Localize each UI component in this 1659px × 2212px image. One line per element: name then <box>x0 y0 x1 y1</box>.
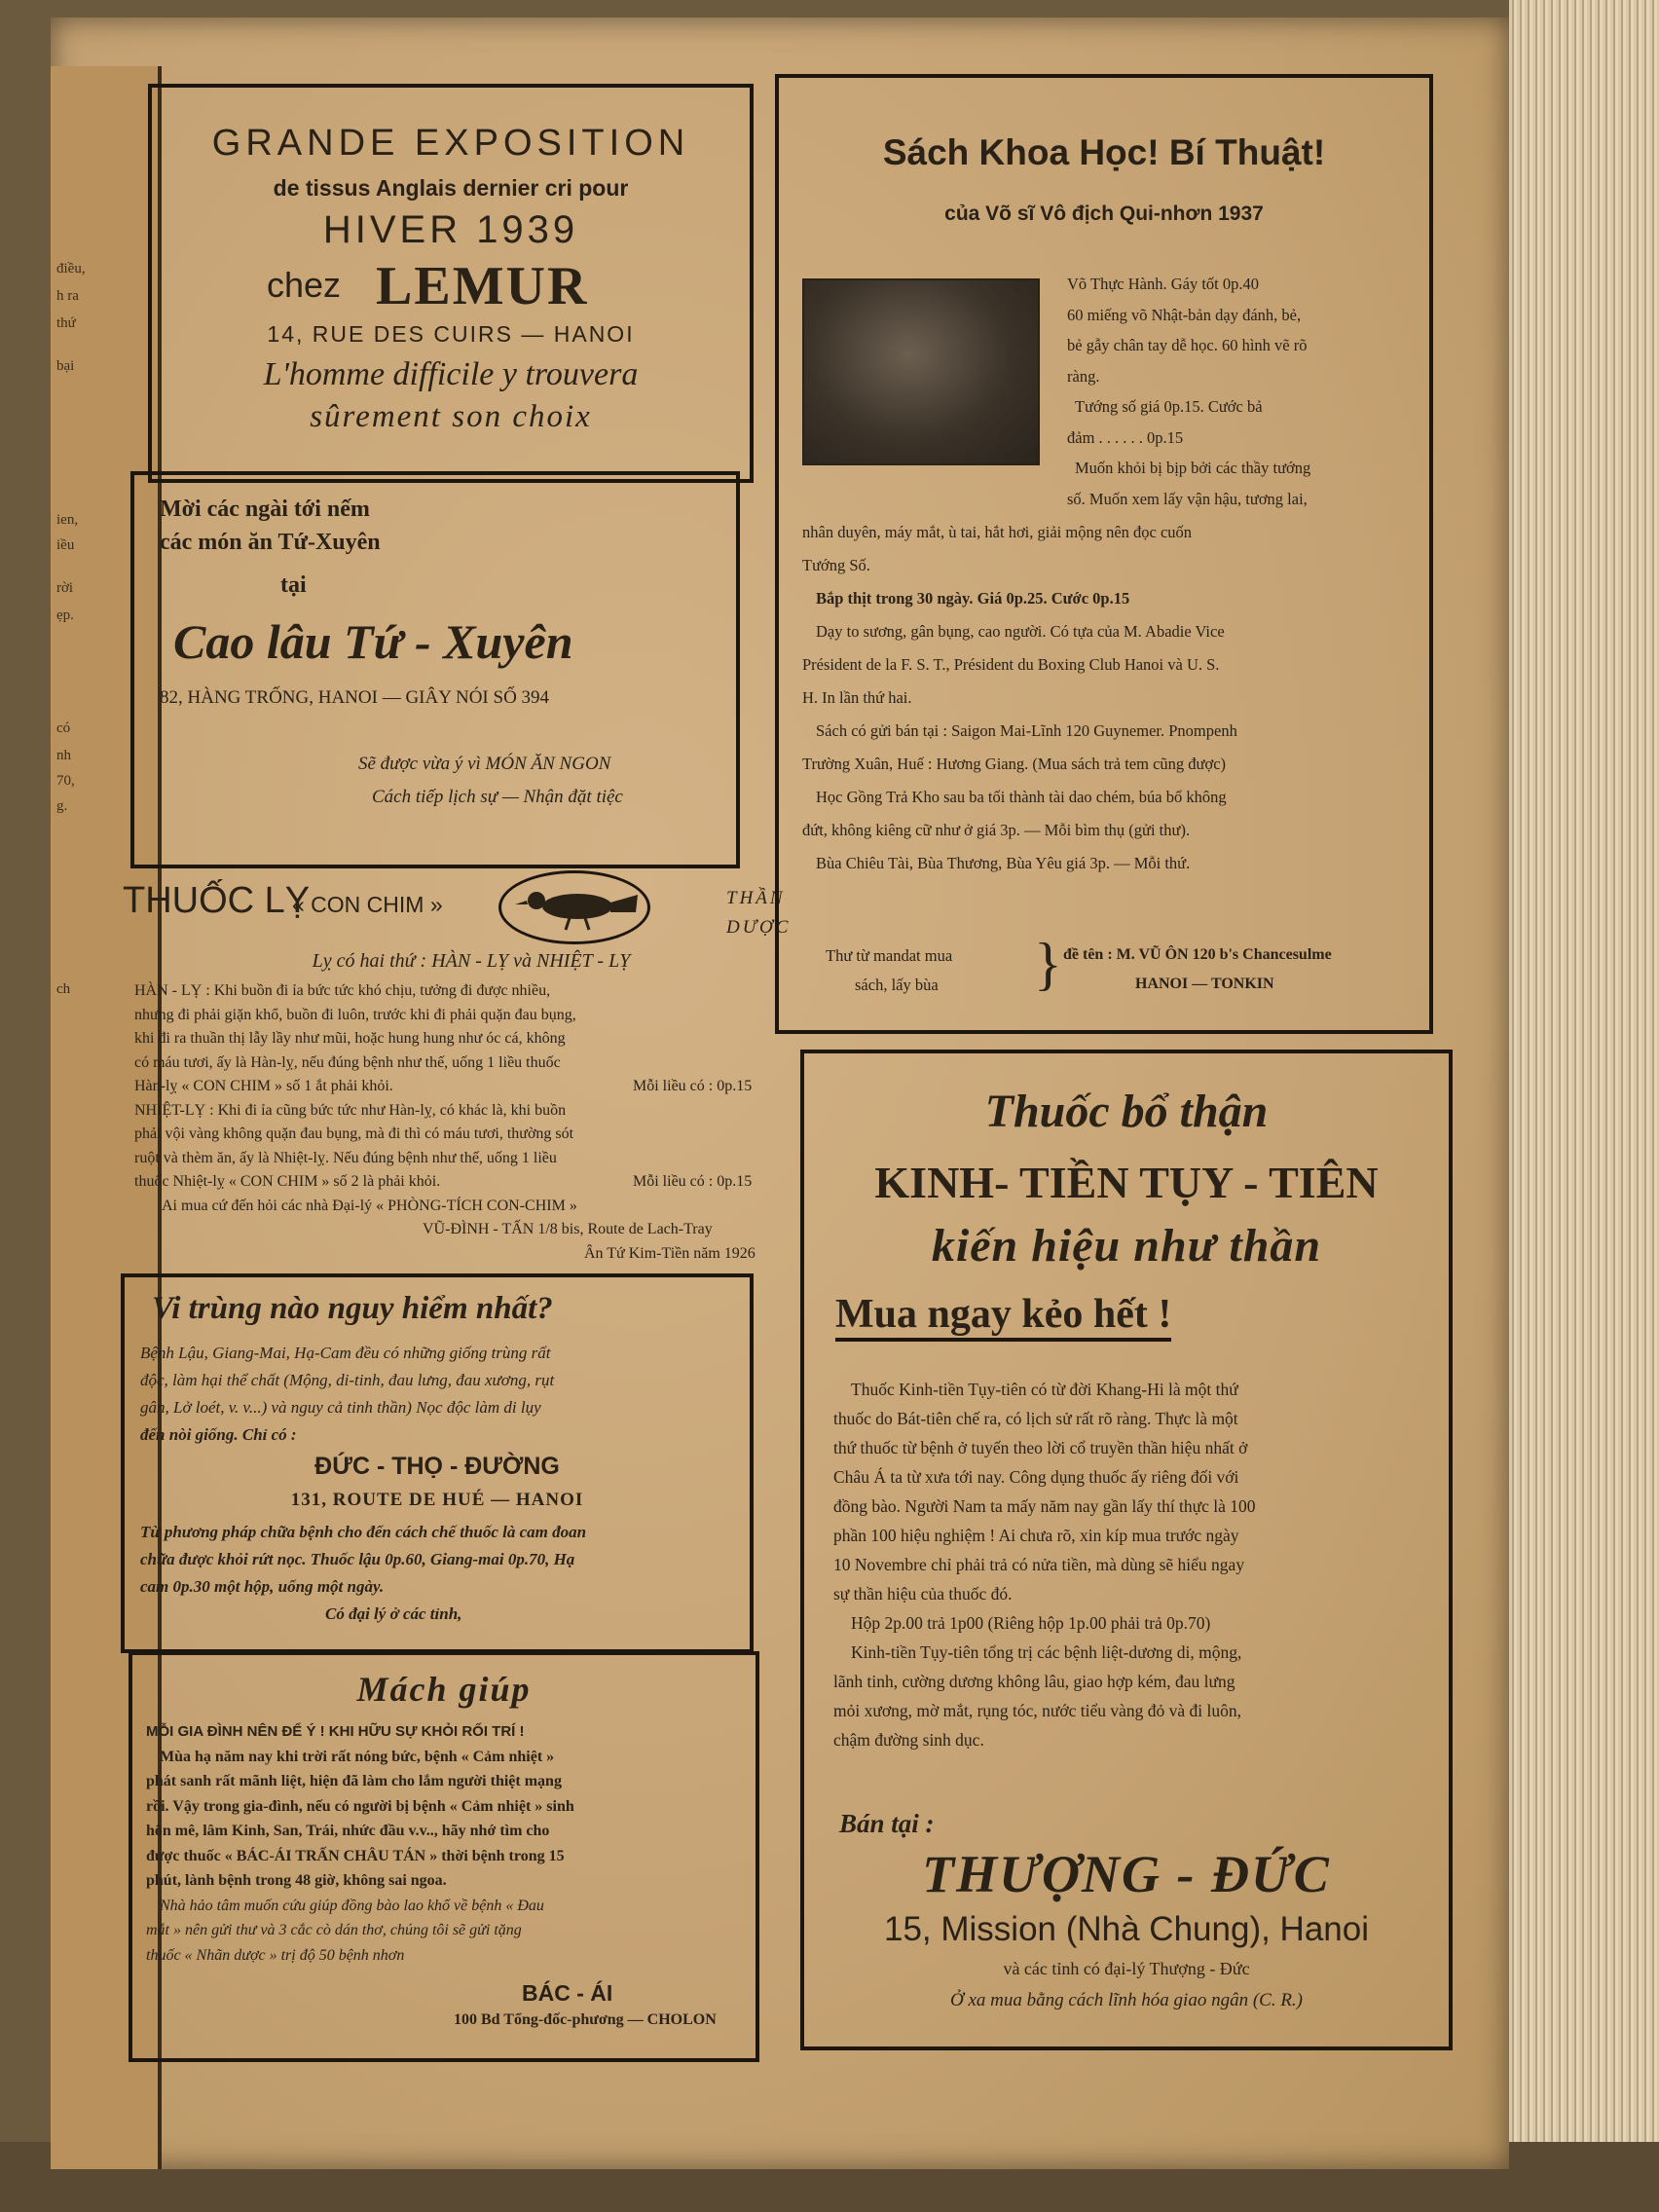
kinh-tien-text: thứ thuốc từ bệnh ở tuyến theo lời cổ truyền thần hiệu nhất ở <box>833 1438 1248 1457</box>
vi-trung-text: cam 0p.30 một hộp, uống một ngày. <box>140 1577 385 1596</box>
mach-giup-text: thuốc « Nhãn dược » trị độ 50 bệnh nhơn <box>146 1946 405 1964</box>
sach-khoa-text: Dạy to sương, gân bụng, cao người. Có tựa của M. Abadie Vice <box>816 622 1225 641</box>
thuoc-ly-text: có máu tươi, ấy là Hàn-lỵ, nếu đúng bệnh như thế, uống 1 liều thuốc <box>134 1053 561 1071</box>
mach-giup-text: Mùa hạ năm nay khi trời rất nóng bức, bệnh « Cảm nhiệt » <box>160 1748 555 1765</box>
sach-khoa-text: ràng. <box>1067 366 1100 386</box>
sach-khoa-text: bẻ gẫy chân tay dễ học. 60 hình vẽ rõ <box>1067 336 1308 354</box>
thuoc-ly-text: nhưng đi phải giặn khổ, buồn đi luôn, trước khi đi phải quặn đau bụng, <box>134 1006 576 1023</box>
thuoc-ly-ad <box>121 870 822 1279</box>
kinh-tien-ad <box>800 1050 1453 2050</box>
kinh-tien-cod: Ở xa mua bằng cách lĩnh hóa giao ngân (C. R.) <box>949 1990 1303 2010</box>
left-fragment: ẹp. <box>56 608 74 623</box>
kinh-tien-slogan: Mua ngay kẻo hết ! <box>835 1291 1171 1342</box>
lemur-subline: de tissus Anglais dernier cri pour <box>273 175 629 201</box>
sach-khoa-text: 60 miếng võ Nhật-bản dạy đánh, bẻ, <box>1067 305 1302 324</box>
cao-lau-note-2: Cách tiếp lịch sự — Nhận đặt tiệc <box>372 787 623 807</box>
cao-lau-name: Cao lâu Tứ - Xuyên <box>173 614 573 669</box>
thuoc-ly-subtitle: Lỵ có hai thứ : HÀN - LỴ và NHIỆT - LỴ <box>312 950 631 972</box>
kinh-tien-brand: KINH- TIỀN TỤY - TIÊN <box>874 1158 1379 1207</box>
kinh-tien-price: Hộp 2p.00 trả 1p00 (Riêng hộp 1p.00 phải trả 0p.70) <box>851 1613 1211 1633</box>
thuoc-ly-price: Mỗi liều có : 0p.15 <box>633 1078 753 1094</box>
sach-khoa-text: Bắp thịt trong 30 ngày. Giá 0p.25. Cước 0p.15 <box>816 589 1130 608</box>
mach-giup-address: 100 Bd Tổng-đốc-phương — CHOLON <box>454 2011 717 2028</box>
vi-trung-address: 131, ROUTE DE HUÉ — HANOI <box>290 1490 584 1510</box>
thuoc-ly-footer: Ân Tứ Kim-Tiền năm 1926 <box>584 1244 756 1262</box>
thuoc-ly-duoc: DƯỢC <box>726 917 792 938</box>
sach-khoa-text: đảm . . . . . . 0p.15 <box>1067 427 1184 447</box>
mach-giup-text: phát sanh rất mãnh liệt, hiện đã làm cho lắm người thiệt mạng <box>146 1773 562 1789</box>
vi-trung-title: Vi trùng nào nguy hiểm nhất? <box>152 1291 553 1326</box>
sach-khoa-text: Võ Thực Hành. Gáy tốt 0p.40 <box>1067 275 1259 293</box>
vi-trung-ad <box>121 1273 754 1653</box>
kinh-tien-text: chậm đường sinh dục. <box>833 1730 984 1750</box>
mach-giup-ad <box>129 1651 759 2062</box>
cao-lau-ad <box>130 471 740 868</box>
kinh-tien-text: sự thần hiệu của thuốc đó. <box>833 1584 1013 1604</box>
sach-khoa-subtitle: của Võ sĩ Vô địch Qui-nhơn 1937 <box>944 203 1264 225</box>
kinh-tien-line-3: kiến hiệu như thần <box>931 1220 1322 1272</box>
mach-giup-text: mắt » nên gửi thư và 3 cắc cò dán thơ, chúng tôi sẽ gửi tặng <box>146 1922 522 1938</box>
kinh-tien-text: Kinh-tiền Tụy-tiên tổng trị các bệnh liệt-dương di, mộng, <box>851 1642 1242 1662</box>
vi-trung-text: đến nòi giống. Chỉ có : <box>140 1425 297 1444</box>
vi-trung-text: gân, Lở loét, v. v...) và nguy cả tinh thần) Nọc độc làm di lụy <box>140 1398 541 1417</box>
vi-trung-text: Có đại lý ở các tỉnh, <box>325 1604 462 1623</box>
mach-giup-brand: BÁC - ÁI <box>522 1980 613 2006</box>
thuoc-ly-title: THUỐC LỴ <box>123 880 311 921</box>
sach-khoa-text: đứt, không kiêng cữ như ở giá 3p. — Mỗi bìm thụ (gửi thư). <box>802 821 1191 839</box>
cao-lau-line-2: các món ăn Tứ-Xuyên <box>160 530 381 555</box>
thuoc-ly-agent: VŨ-ĐÌNH - TẤN 1/8 bis, Route de Lach-Tray <box>423 1221 713 1237</box>
lemur-chez: chez <box>267 265 342 305</box>
mach-giup-text: Nhà hảo tâm muốn cứu giúp đồng bào lao khổ về bệnh « Đau <box>160 1897 544 1914</box>
sach-khoa-text: Trường Xuân, Huế : Hương Giang. (Mua sách trả tem cũng được) <box>802 755 1227 773</box>
left-fragment: bại <box>56 358 75 374</box>
lemur-ad <box>148 84 754 483</box>
sach-khoa-order-4: HANOI — TONKIN <box>1135 976 1274 992</box>
lemur-slogan-1: L'homme difficile y trouvera <box>263 356 639 392</box>
lemur-address: 14, RUE DES CUIRS — HANOI <box>267 321 635 347</box>
lemur-headline: GRANDE EXPOSITION <box>211 123 690 164</box>
kinh-tien-text: phần 100 hiệu nghiệm ! Ai chưa rõ, xin kíp mua trước ngày <box>833 1526 1239 1545</box>
left-fragment: có <box>56 720 71 736</box>
kinh-tien-text: Châu Á ta từ xưa tới nay. Công dụng thuốc ấy riêng đối với <box>833 1467 1239 1487</box>
brace-icon: } <box>1034 932 1062 996</box>
cao-lau-line-3: tại <box>280 572 307 598</box>
mach-giup-text: phút, lành bệnh trong 48 giờ, không sai ngoa. <box>146 1872 447 1889</box>
left-fragment: rời <box>56 580 74 596</box>
thuoc-ly-price: Mỗi liều có : 0p.15 <box>633 1173 753 1190</box>
sach-khoa-order-2: sách, lấy bùa <box>855 976 939 994</box>
lemur-slogan-2: sûrement son choix <box>310 399 592 434</box>
sach-khoa-text: Bùa Chiêu Tài, Bùa Thương, Bùa Yêu giá 3p. — Mỗi thứ. <box>816 854 1191 872</box>
sach-khoa-ad <box>775 74 1433 1034</box>
vi-trung-text: Bệnh Lậu, Giang-Mai, Hạ-Cam đều có những giống trùng rất <box>140 1344 551 1362</box>
newspaper-page <box>51 18 1509 2169</box>
sach-khoa-text: số. Muốn xem lấy vận hậu, tương lai, <box>1067 489 1308 508</box>
cao-lau-line-1: Mời các ngài tới nếm <box>160 497 370 522</box>
sach-khoa-text: Tướng Số. <box>802 556 870 574</box>
thuoc-ly-text: Hàn-lỵ « CON CHIM » số 1 ắt phải khỏi. <box>134 1078 393 1094</box>
thuoc-ly-text: NHIỆT-LỴ : Khi đi ỉa cũng bức tức như Hàn-lỵ, có khác là, khi buồn <box>134 1101 567 1119</box>
lemur-name: LEMUR <box>376 256 589 316</box>
sach-khoa-text: H. In lần thứ hai. <box>802 688 912 707</box>
thuoc-ly-text: thuốc Nhiệt-lỵ « CON CHIM » số 2 là phải khỏi. <box>134 1173 441 1190</box>
mach-giup-text: hôn mê, lâm Kinh, San, Trái, nhức đầu v.v.., hãy nhớ tìm cho <box>146 1823 550 1839</box>
vi-trung-text: độc, làm hại thể chất (Mộng, di-tinh, đau lưng, đau xương, rụt <box>140 1371 555 1389</box>
lemur-season: HIVER 1939 <box>322 208 579 251</box>
left-fragment: h ra <box>56 288 79 304</box>
sach-khoa-text: Học Gồng Trả Kho sau ba tối thành tài dao chém, búa bổ không <box>816 788 1227 806</box>
bird-icon <box>501 873 647 941</box>
sach-khoa-text: Président de la F. S. T., Président du Boxing Club Hanoi và U. S. <box>802 655 1220 674</box>
left-fragment: nh <box>56 748 71 763</box>
left-fragment: 70, <box>56 773 75 789</box>
kinh-tien-text: Thuốc Kinh-tiền Tụy-tiên có từ đời Khang-Hi là một thứ <box>851 1380 1238 1399</box>
thuoc-ly-text: khi đi ra thuần thị lẫy lầy như mũi, hoặc hung hung như óc cá, không <box>134 1030 566 1047</box>
left-fragment: g. <box>56 798 68 814</box>
kinh-tien-text: 10 Novembre chỉ phải trả có nửa tiền, mà dùng sẽ hiểu ngay <box>833 1555 1245 1574</box>
cao-lau-note-1: Sẽ được vừa ý vì MÓN ĂN NGON <box>358 754 611 774</box>
mach-giup-title: Mách giúp <box>356 1670 532 1709</box>
kinh-tien-sold-at: Bán tại : <box>839 1809 935 1838</box>
kinh-tien-text: mỏi xương, mờ mắt, rụng tóc, nước tiểu vàng đỏ và đi luôn, <box>833 1701 1242 1720</box>
left-fragment: iều <box>56 537 75 553</box>
kinh-tien-agents: và các tỉnh có đại-lý Thượng - Đức <box>1003 1959 1250 1978</box>
thuoc-ly-than: THẦN <box>726 888 786 908</box>
sach-khoa-order-3: đề tên : M. VŨ ÔN 120 b's Chancesulme <box>1063 946 1332 963</box>
left-fragment: điều, <box>56 261 86 276</box>
vi-trung-text: chữa được khỏi rứt nọc. Thuốc lậu 0p.60, Giang-mai 0p.70, Hạ <box>140 1550 575 1568</box>
book-page-edges <box>1509 0 1659 2212</box>
left-fragment: ch <box>56 981 71 997</box>
kinh-tien-line-1: Thuốc bổ thận <box>984 1086 1269 1137</box>
thuoc-ly-brand: « CON CHIM » <box>292 892 443 917</box>
kinh-tien-seller: THƯỢNG - ĐỨC <box>922 1845 1331 1903</box>
sach-khoa-order-1: Thư từ mandat mua <box>826 946 953 965</box>
sach-khoa-text: Muốn khỏi bị bịp bởi các thầy tướng <box>1075 459 1311 477</box>
thuoc-ly-text: ruột và thèm ăn, ấy là Nhiệt-lỵ. Nếu đúng bệnh như thế, uống 1 liều <box>134 1149 557 1166</box>
mach-giup-text: MỖI GIA ĐÌNH NÊN ĐỂ Ý ! KHI HỮU SỰ KHỎI RỐI TRÍ ! <box>146 1723 525 1740</box>
left-fragment: thứ <box>56 315 76 331</box>
kinh-tien-text: thuốc do Bát-tiên chế ra, có lịch sử rất rõ ràng. Thực là một <box>833 1409 1238 1428</box>
sach-khoa-text: nhân duyên, máy mắt, ù tai, hắt hơi, giải mộng nên đọc cuốn <box>802 523 1193 541</box>
author-photo <box>802 278 1040 465</box>
bird-logo <box>498 870 650 944</box>
thuoc-ly-text: Ai mua cứ đến hỏi các nhà Đại-lý « PHÒNG-TÍCH CON-CHIM » <box>162 1197 577 1214</box>
thuoc-ly-text: HÀN - LỴ : Khi buồn đi ỉa bức tức khó chịu, tưởng đi được nhiều, <box>134 982 551 999</box>
vi-trung-text: Từ phương pháp chữa bệnh cho đến cách chế thuốc là cam đoan <box>140 1523 587 1541</box>
mach-giup-text: được thuốc « BÁC-ÁI TRẤN CHÂU TÁN » thời bệnh trong 15 <box>146 1847 565 1864</box>
left-fragment: ien, <box>56 512 79 528</box>
sach-khoa-text: Sách có gửi bán tại : Saigon Mai-Lĩnh 120 Guynemer. Pnompenh <box>816 721 1237 740</box>
sach-khoa-text: Tướng số giá 0p.15. Cước bả <box>1075 397 1263 416</box>
kinh-tien-text: đồng bào. Người Nam ta mấy năm nay gần lấy thí thực là 100 <box>833 1496 1256 1516</box>
thuoc-ly-text: phải vội vàng không quặn đau bụng, mà đi thì có máu tươi, thường sót <box>134 1125 574 1142</box>
mach-giup-text: rồi. Vậy trong gia-đình, nếu có người bị bệnh « Cảm nhiệt » sinh <box>146 1797 574 1815</box>
cao-lau-address: 82, HÀNG TRỐNG, HANOI — GIÂY NÓI SỐ 394 <box>160 687 550 708</box>
vi-trung-brand: ĐỨC - THỌ - ĐƯỜNG <box>314 1453 560 1480</box>
sach-khoa-title: Sách Khoa Học! Bí Thuật! <box>882 132 1326 172</box>
kinh-tien-address: 15, Mission (Nhà Chung), Hanoi <box>883 1910 1369 1948</box>
kinh-tien-text: lãnh tinh, cường dương không lâu, giao hợp kém, đau lưng <box>833 1672 1235 1691</box>
